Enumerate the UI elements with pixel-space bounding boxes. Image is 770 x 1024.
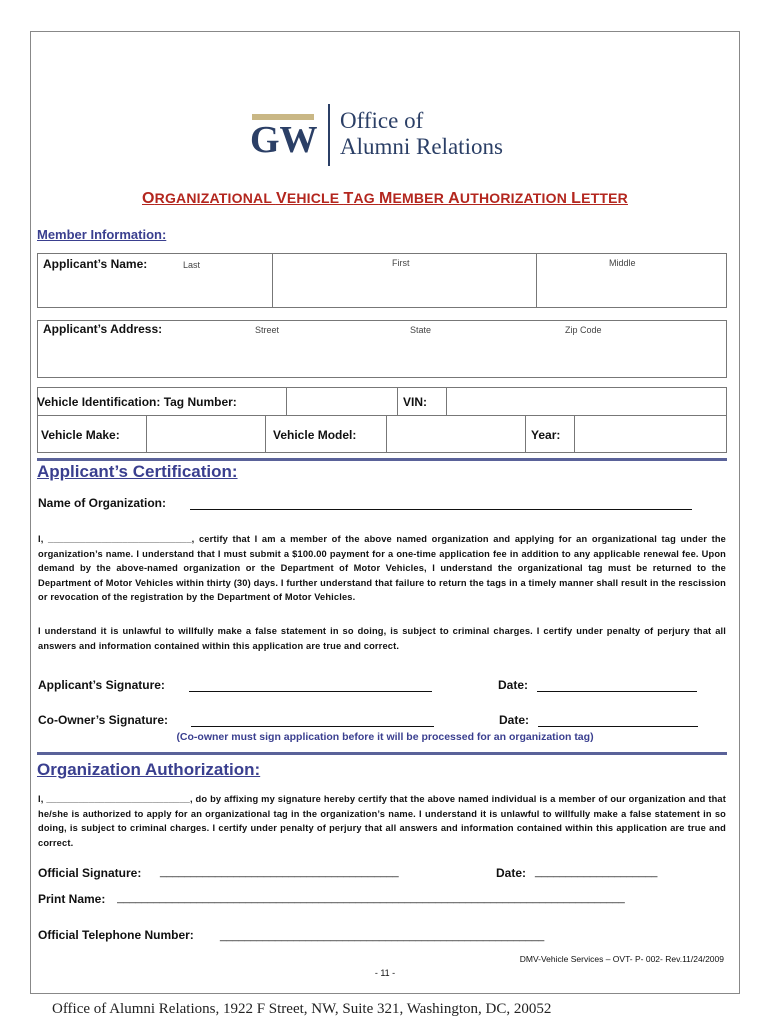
vin-label: VIN: <box>403 395 427 409</box>
street-sublabel: Street <box>255 325 280 335</box>
cert-paragraph-2: I understand it is unlawful to willfully make a false statement in so doing, is subject to criminal charges. I certify under penalty of perjury that all answers and information contained within this application are true and correct. <box>38 626 726 651</box>
applicant-signature-line[interactable] <box>189 691 432 692</box>
applicant-name-label: Applicant’s Name: <box>43 257 148 271</box>
year-label: Year: <box>531 428 561 442</box>
cert-paragraph-1: I, ___________________________, certify that I am a member of the above named organization and applying for an organizational tag under the organization’s name. I understand that I must submit a $100.00 payment for a one-time application fee in addition to any applicable renewal fee. Upon demand by the above-named organization or the Department of Motor Vehicles, I understand the organizational tag must be returned to the Department of Motor Vehicles within thirty (30) days. I further understand that failure to return the tags in a timely manner shall result in the rescission or revocation of the registration by the Department of Motor Vehicles. <box>38 534 726 602</box>
year-field[interactable] <box>574 415 727 453</box>
last-sublabel: Last <box>183 260 201 270</box>
applicant-address-label: Applicant’s Address: <box>43 322 163 336</box>
page-number: - 11 - <box>374 968 396 978</box>
gw-logo <box>250 104 503 166</box>
section-divider-cert <box>37 458 727 461</box>
logo-office-text <box>340 104 503 160</box>
coowner-date-line[interactable] <box>538 726 698 727</box>
logo-line-1: Office of <box>340 108 424 133</box>
applicant-signature-label: Applicant’s Signature: <box>38 678 165 692</box>
logo-divider <box>328 104 330 166</box>
form-code: DMV-Vehicle Services – OVT- P- 002- Rev.11/24/2009 <box>519 954 724 964</box>
official-date-line[interactable]: ____________________ <box>535 866 658 878</box>
vehicle-model-label: Vehicle Model: <box>273 428 357 442</box>
coowner-signature-label: Co-Owner’s Signature: <box>38 713 169 727</box>
middle-sublabel: Middle <box>609 258 636 268</box>
applicant-cert-heading: Applicant’s Certification: <box>37 462 238 481</box>
tag-number-label: Vehicle Identification: Tag Number: <box>37 395 237 409</box>
official-phone-line[interactable]: _____________________________________________________ <box>220 930 545 942</box>
org-name-label: Name of Organization: <box>38 496 167 510</box>
section-divider-org <box>37 752 727 755</box>
org-auth-paragraph: I, ___________________________, do by affixing my signature hereby certify that the above named individual is a member of our organization and that he/she is authorized to apply for an organizational tag in the organization’s name. I understand it is unlawful to willfully make a false statement in so doing, is subject to criminal charges. I certify under penalty of perjury that all answers and information contained within this application are true and correct. <box>38 794 726 848</box>
office-address: Office of Alumni Relations, 1922 F Street, NW, Suite 321, Washington, DC, 20052 <box>52 1001 552 1017</box>
applicant-date-line[interactable] <box>537 691 697 692</box>
vehicle-model-field[interactable] <box>386 415 526 453</box>
vin-field[interactable] <box>446 387 727 416</box>
coowner-date-label: Date: <box>499 713 530 727</box>
coowner-note: (Co-owner must sign application before it will be processed for an organization tag) <box>176 731 594 743</box>
zip-sublabel: Zip Code <box>565 325 602 335</box>
logo-gw-text: GW <box>250 119 318 161</box>
official-signature-line[interactable]: _______________________________________ <box>160 866 399 878</box>
tag-number-field[interactable] <box>286 387 398 416</box>
vehicle-make-label: Vehicle Make: <box>41 428 120 442</box>
form-title: ORGANIZATIONAL VEHICLE TAG MEMBER AUTHORIZATION LETTER <box>142 190 628 207</box>
official-signature-label: Official Signature: <box>38 866 142 880</box>
official-date-label: Date: <box>496 866 527 880</box>
vehicle-make-field[interactable] <box>146 415 266 453</box>
official-phone-label: Official Telephone Number: <box>38 928 194 942</box>
gw-mark <box>250 104 320 164</box>
org-name-line[interactable] <box>190 509 692 510</box>
applicant-date-label: Date: <box>498 678 529 692</box>
coowner-signature-line[interactable] <box>191 726 434 727</box>
print-name-line[interactable]: ___________________________________________________________________________________ <box>117 892 625 904</box>
first-sublabel: First <box>392 258 410 268</box>
state-sublabel: State <box>410 325 432 335</box>
logo-line-2: Alumni Relations <box>340 134 503 159</box>
print-name-label: Print Name: <box>38 892 106 906</box>
member-info-heading: Member Information: <box>37 227 167 242</box>
org-auth-heading: Organization Authorization: <box>37 760 261 779</box>
